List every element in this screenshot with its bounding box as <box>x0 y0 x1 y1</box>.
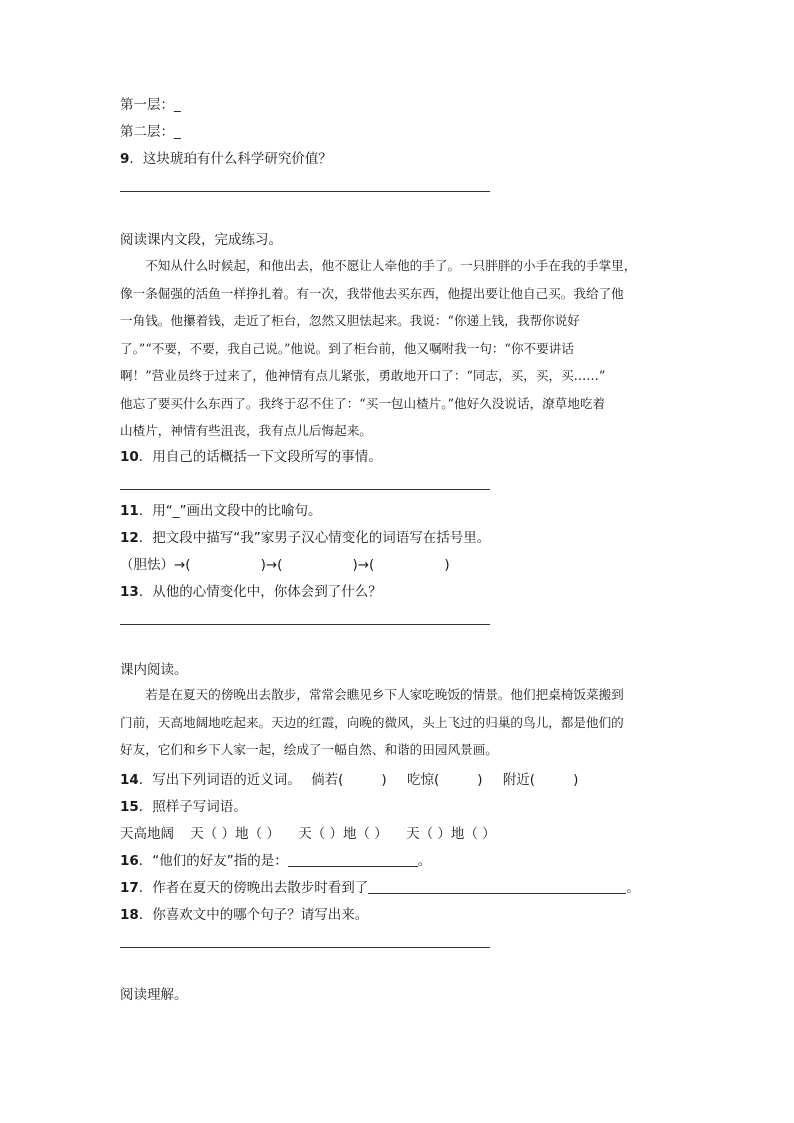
question-11 <box>120 502 322 520</box>
question-number: 18 <box>120 907 139 923</box>
passage-line: 一角钱。他攥着钱，走近了柜台，忽然又胆怯起来。我说：“你递上钱，我帮你说好 <box>120 313 580 328</box>
question-18 <box>120 906 368 924</box>
question-16 <box>120 852 431 870</box>
question-number: 14 <box>120 772 139 788</box>
paren-close: ) <box>573 772 579 788</box>
reading-passage <box>120 681 680 764</box>
period: 。 <box>626 880 640 896</box>
passage-line: 门前，天高地阔地吃起来。天边的红霞，向晚的微风，头上飞过的归巢的鸟儿，都是他们的 <box>120 714 624 730</box>
question-text: ．用自己的话概括一下文段所写的事情。 <box>138 449 382 465</box>
reading-passage <box>120 252 680 445</box>
word-pattern-row <box>120 825 496 843</box>
paren-close: ) <box>381 772 387 788</box>
mood-change-row <box>120 556 450 574</box>
question-9 <box>120 150 332 168</box>
question-text: ．用“_”画出文段中的比喻句。 <box>138 503 322 519</box>
layer-2-line: 第二层：_ <box>120 124 181 140</box>
question-text: ．从他的心情变化中，你体会到了什么？ <box>138 584 382 600</box>
answer-line-13[interactable] <box>120 624 490 625</box>
fill-blank-17[interactable] <box>368 879 626 894</box>
question-number: 17 <box>120 880 139 896</box>
passage-line: 好友，它们和乡下人家一起，绘成了一幅自然、和谐的田园风景画。 <box>120 742 498 757</box>
passage-line: 不知从什么时候起，和他出去，他不愿让人牵他的手了。一只胖胖的小手在我的手掌里， <box>120 258 637 273</box>
mood-arrow-1: )→( <box>260 557 283 573</box>
section-intro: 阅读课内文段，完成练习。 <box>120 232 282 248</box>
question-13 <box>120 583 382 601</box>
question-number: 12 <box>120 530 139 546</box>
mood-arrow-2: )→( <box>352 557 375 573</box>
paren-close: ) <box>477 772 483 788</box>
question-text: ．作者在夏天的傍晚出去散步时看到了 <box>138 880 369 896</box>
answer-line-9[interactable] <box>120 191 490 192</box>
question-number: 11 <box>120 503 139 519</box>
question-number: 16 <box>120 853 139 869</box>
period: 。 <box>417 853 432 869</box>
question-number: 13 <box>120 584 139 600</box>
question-17 <box>120 879 640 897</box>
passage-line: 他忘了要买什么东西了。我终于忍不住了：“买一包山楂片。”他好久没说话，潦草地吃着 <box>120 395 606 411</box>
pattern-blank-1[interactable]: 天（ ）地（ ） <box>190 826 280 842</box>
fill-blank-16[interactable] <box>288 852 418 867</box>
question-text: ．你喜欢文中的哪个句子？请写出来。 <box>138 907 369 923</box>
question-text: ．照样子写词语。 <box>138 799 247 815</box>
passage-line: 山楂片，神情有些沮丧，我有点儿后悔起来。 <box>120 423 372 438</box>
question-text: ．“他们的好友”指的是： <box>138 853 288 869</box>
mood-end: ) <box>444 557 450 573</box>
passage-line: 像一条倔强的活鱼一样挣扎着。有一次，我带他去买东西，他提出要让他自己买。我给了他 <box>120 285 624 301</box>
question-14 <box>120 771 578 789</box>
passage-line: 啊！”营业员终于过来了，他神情有点儿紧张，勇敢地开口了：“同志，买，买，买……” <box>120 368 606 383</box>
pattern-blank-3[interactable]: 天（ ）地（ ） <box>406 826 496 842</box>
question-10 <box>120 448 382 466</box>
question-text: ．把文段中描写“我”家男子汉心情变化的词语写在括号里。 <box>138 530 491 546</box>
mood-start: （胆怯）→( <box>120 557 191 573</box>
question-12 <box>120 529 490 547</box>
word-2: 吃惊( <box>406 772 440 788</box>
word-3: 附近( <box>502 772 536 788</box>
question-number: 15 <box>120 799 139 815</box>
section-intro: 课内阅读。 <box>120 662 188 678</box>
answer-line-18[interactable] <box>120 947 490 948</box>
pattern-example: 天高地阔 <box>120 826 174 842</box>
pattern-blank-2[interactable]: 天（ ）地（ ） <box>298 826 388 842</box>
section-intro: 阅读理解。 <box>120 987 188 1003</box>
question-number: 9 <box>120 151 130 167</box>
question-text: ．这块琥珀有什么科学研究价值？ <box>129 151 332 167</box>
passage-line: 若是在夏天的傍晚出去散步，常常会瞧见乡下人家吃晚饭的情景。他们把桌椅饭菜搬到 <box>120 687 624 702</box>
word-1: 倘若( <box>311 772 344 788</box>
layer-1-line: 第一层：_ <box>120 97 181 113</box>
question-text: ．写出下列词语的近义词。 <box>138 772 301 788</box>
question-number: 10 <box>120 449 139 465</box>
passage-line: 了。”“不要，不要，我自己说。”他说。到了柜台前，他又嘱咐我一句：“你不要讲话 <box>120 340 574 356</box>
answer-line-10[interactable] <box>120 489 490 490</box>
question-15 <box>120 798 247 816</box>
